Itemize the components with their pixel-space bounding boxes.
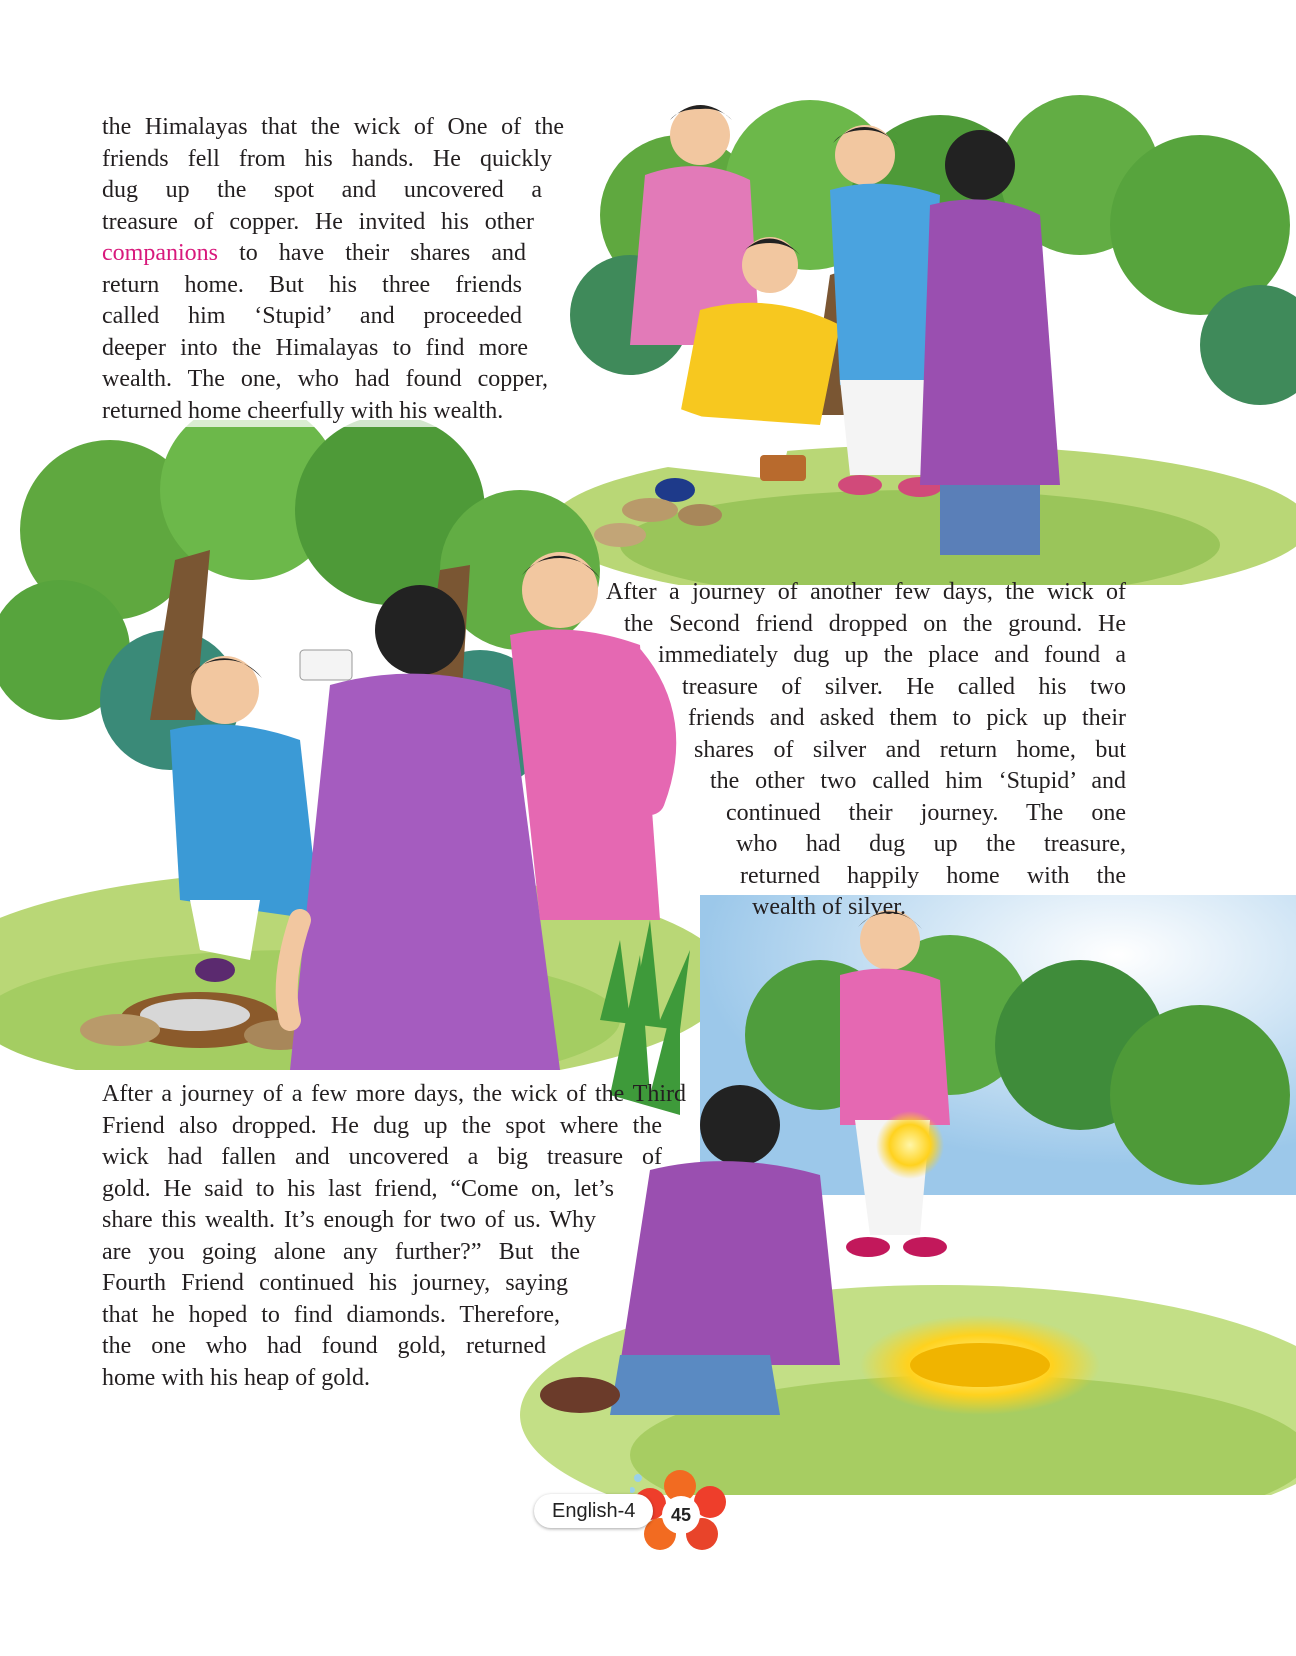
- paragraph-gold: [102, 1079, 686, 1394]
- page-footer: [534, 1482, 764, 1542]
- text-line: the Second friend dropped on the ground. He: [624, 610, 1126, 637]
- text-fragment: to have their shares and: [239, 240, 526, 266]
- book-title: English-4: [534, 1494, 653, 1528]
- page-number: 45: [662, 1496, 700, 1534]
- text-line: treasure of copper. He invited his other: [102, 208, 534, 235]
- text-line: treasure of silver. He called his two: [682, 673, 1126, 700]
- text-line: shares of silver and return home, but: [694, 736, 1126, 763]
- text-line: returned happily home with the: [740, 862, 1126, 889]
- text-line: share this wealth. It’s enough for two of us. Why: [102, 1207, 596, 1233]
- text-line: Fourth Friend continued his journey, saying: [102, 1270, 568, 1296]
- text-line: immediately dug up the place and found a: [658, 642, 1126, 668]
- text-line: deeper into the Himalayas to find more: [102, 334, 528, 361]
- paragraph-silver: [600, 577, 1126, 924]
- text-line: After a journey of a few more days, the wick of the Third: [102, 1081, 686, 1107]
- text-line: the other two called him ‘Stupid’ and: [710, 768, 1126, 794]
- text-line: called him ‘Stupid’ and proceeded: [102, 303, 522, 329]
- text-line: [102, 238, 526, 270]
- text-line: continued their journey. The one: [726, 799, 1126, 826]
- paragraph-copper: [102, 112, 564, 427]
- text-line: wealth of silver.: [752, 894, 906, 920]
- text-line: returned home cheerfully with his wealth.: [102, 396, 564, 428]
- text-line: who had dug up the treasure,: [736, 831, 1126, 857]
- text-line: friends and asked them to pick up their: [688, 705, 1126, 731]
- text-line: dug up the spot and uncovered a: [102, 177, 542, 203]
- text-line: gold. He said to his last friend, “Come on, let’s: [102, 1175, 614, 1202]
- text-line: the one who had found gold, returned: [102, 1333, 546, 1359]
- text-line: wick had fallen and uncovered a big treasure of: [102, 1144, 662, 1170]
- text-line: are you going alone any further?” But the: [102, 1238, 580, 1265]
- text-line: the Himalayas that the wick of One of the: [102, 114, 564, 140]
- highlighted-word: companions: [102, 240, 218, 266]
- text-line: that he hoped to find diamonds. Therefore,: [102, 1301, 560, 1328]
- text-line: return home. But his three friends: [102, 271, 522, 298]
- text-line: wealth. The one, who had found copper,: [102, 366, 548, 392]
- text-line: Friend also dropped. He dug up the spot where the: [102, 1112, 662, 1139]
- text-line: friends fell from his hands. He quickly: [102, 145, 552, 172]
- text-line: After a journey of another few days, the wick of: [606, 579, 1126, 605]
- text-line: home with his heap of gold.: [102, 1364, 370, 1391]
